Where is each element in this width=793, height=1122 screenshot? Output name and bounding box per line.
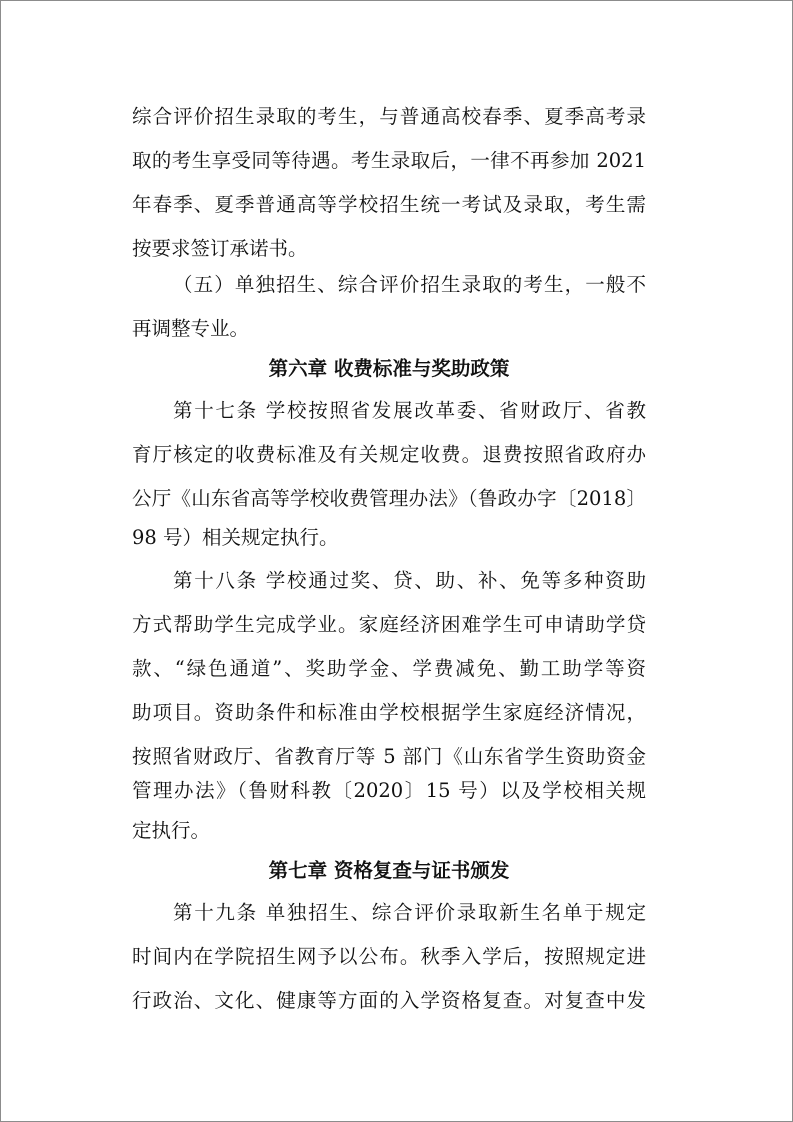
paragraph-line: 按照省财政厅、省教育厅等 5 部门《山东省学生资助资金 xyxy=(132,745,646,768)
paragraph-line: 年春季、夏季普通高等学校招生统一考试及录取，考生需 xyxy=(132,193,646,216)
paragraph-line: 按要求签订承诺书。 xyxy=(132,237,308,260)
chapter-heading: 第七章 资格复查与证书颁发 xyxy=(268,859,510,882)
paragraph-line: 行政治、文化、健康等方面的入学资格复查。对复查中发 xyxy=(132,989,646,1012)
paragraph-line: 方式帮助学生完成学业。家庭经济困难学生可申请助学贷 xyxy=(132,613,646,636)
paragraph-line: 再调整专业。 xyxy=(132,317,250,340)
paragraph-line: 综合评价招生录取的考生，与普通高校春季、夏季高考录 xyxy=(132,105,646,128)
paragraph-line: （五）单独招生、综合评价招生录取的考生，一般不 xyxy=(173,273,646,296)
paragraph-line: 第十八条 学校通过奖、贷、助、补、免等多种资助 xyxy=(173,569,646,592)
paragraph-line: 款、“绿色通道”、奖助学金、学费减免、勤工助学等资 xyxy=(132,657,646,680)
paragraph-line: 管理办法》（鲁财科教〔2020〕15 号）以及学校相关规 xyxy=(132,779,646,802)
paragraph-line: 98 号）相关规定执行。 xyxy=(132,526,339,549)
paragraph-line: 助项目。资助条件和标准由学校根据学生家庭经济情况， xyxy=(132,701,646,724)
paragraph-line: 取的考生享受同等待遇。考生录取后，一律不再参加 2021 xyxy=(132,149,646,172)
paragraph-line: 第十七条 学校按照省发展改革委、省财政厅、省教 xyxy=(173,399,646,422)
paragraph-line: 定执行。 xyxy=(132,819,211,842)
chapter-heading: 第六章 收费标准与奖助政策 xyxy=(268,357,510,380)
paragraph-line: 育厅核定的收费标准及有关规定收费。退费按照省政府办 xyxy=(132,443,646,466)
paragraph-line: 第十九条 单独招生、综合评价录取新生名单于规定 xyxy=(173,901,646,924)
paragraph-line: 公厅《山东省高等学校收费管理办法》（鲁政办字〔2018〕 xyxy=(132,487,646,510)
paragraph-line: 时间内在学院招生网予以公布。秋季入学后，按照规定进 xyxy=(132,945,646,968)
